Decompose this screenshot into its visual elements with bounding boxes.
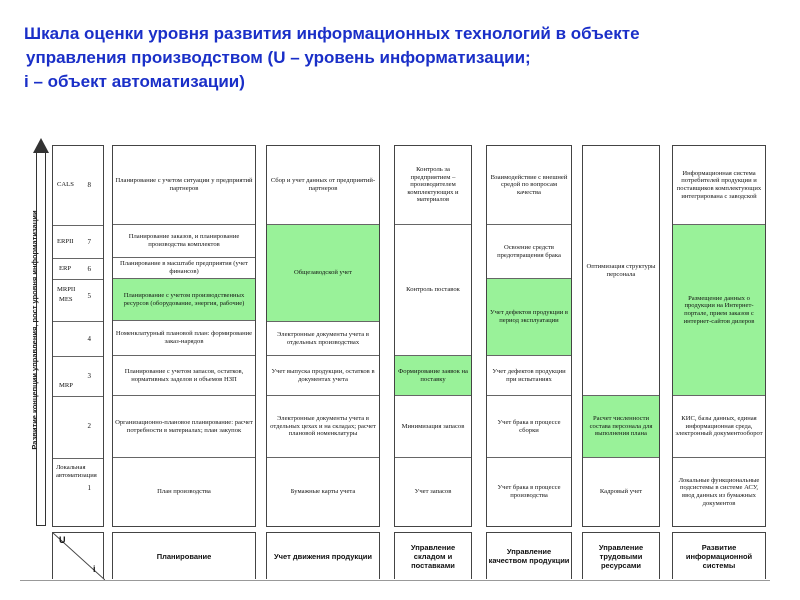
infosys-column bbox=[672, 145, 766, 527]
slide-title bbox=[24, 22, 800, 94]
quality-level-8: Взаимодействие с внешней средой по вопросам качества bbox=[487, 146, 571, 225]
accounting-level-4: Электронные документы учета в отдельных производствах bbox=[267, 322, 379, 356]
infosys-level-1: Локальные функциональные подсистемы в системе АСУ, ввод данных из бумажных документов bbox=[678, 476, 760, 507]
labor-level-1: Кадровый учет bbox=[599, 488, 643, 496]
bottom-line bbox=[20, 580, 770, 581]
planning-level-4: Номенклатурный плановой план: формирование заказ-нарядов bbox=[113, 321, 255, 356]
accounting-level-3: Учет выпуска продукции, остатков в документах учета bbox=[267, 356, 379, 396]
row-divider bbox=[53, 321, 103, 322]
labor-level-6: Оптимизация структуры персонала bbox=[583, 146, 659, 396]
title-line-1: Шкала оценки уровня развития информационных технологий в объекте bbox=[24, 24, 640, 43]
title-line-2: управления производством (U – уровень информатизации; bbox=[26, 48, 531, 67]
level-num-6: 6 bbox=[87, 265, 91, 273]
level-num-4: 4 bbox=[87, 335, 91, 343]
labor-level-2: Расчет численности состава персонала для выполнения плана bbox=[583, 396, 659, 458]
row-divider bbox=[53, 396, 103, 397]
infosys-level-5: Размещение данных о продукции на Интернет-портале, прием заказов с интернет-сайтов дилеров bbox=[673, 225, 765, 396]
title-line-3: i – объект автоматизации) bbox=[24, 72, 245, 91]
quality-level-5: Учет дефектов продукции в период эксплуатации bbox=[487, 279, 571, 356]
level-column bbox=[52, 145, 104, 527]
level-num-7: 7 bbox=[87, 238, 91, 246]
footer-warehouse: Управление складом и поставками bbox=[394, 532, 472, 579]
level-num-8: 8 bbox=[87, 181, 91, 189]
accounting-level-1: Бумажные карты учета bbox=[290, 488, 356, 496]
quality-level-7: Освоение средств предотвращения брака bbox=[487, 225, 571, 279]
level-num-2: 2 bbox=[87, 422, 91, 430]
warehouse-level-3: Формирование заявок на поставку bbox=[395, 356, 471, 396]
accounting-column bbox=[266, 145, 380, 527]
row-divider bbox=[53, 258, 103, 259]
level-mes: MES bbox=[59, 296, 73, 303]
warehouse-column bbox=[394, 145, 472, 527]
planning-level-5: Планирование с учетом производственных ресурсов (оборудование, энергия, рабочие) bbox=[113, 279, 255, 321]
planning-level-6: Планирование в масштабе предприятия (учет финансов) bbox=[113, 258, 255, 279]
footer-planning: Планирование bbox=[112, 532, 256, 579]
accounting-level-6: Общезаводской учет bbox=[267, 225, 379, 321]
accounting-level-2: Электронные документы учета в отдельных цехах и на складах; расчет плановой номенклатуры bbox=[267, 396, 379, 458]
footer-labor: Управление трудовыми ресурсами bbox=[582, 532, 660, 579]
accounting-level-8: Сбор и учет данных от предприятий-партнеров bbox=[267, 146, 379, 225]
level-cals: CALS bbox=[57, 181, 74, 188]
planning-level-1: План производства bbox=[157, 488, 211, 496]
row-divider bbox=[53, 225, 103, 226]
quality-level-1: Учет брака в процессе производства bbox=[497, 484, 561, 499]
row-divider bbox=[53, 356, 103, 357]
level-erp: ERP bbox=[59, 265, 72, 272]
planning-level-7: Планирование заказов, и планирование производства комплектов bbox=[113, 225, 255, 258]
quality-level-3: Учет дефектов продукции при испытаниях bbox=[487, 356, 571, 396]
level-mrpii: MRPII bbox=[57, 286, 76, 293]
warehouse-level-8: Контроль за предприятием – производителем комплектующих и материалов bbox=[395, 146, 471, 225]
planning-level-3: Планирование с учетом запасов, остатков, нормативных заделов и объемов НЗП bbox=[113, 356, 255, 396]
planning-level-2: Организационно-плановое планирование: расчет потребности в материалах; план закупок bbox=[113, 396, 255, 458]
corner-u: U bbox=[59, 535, 66, 545]
warehouse-level-2: Минимизация запасов bbox=[395, 396, 471, 458]
footer-quality: Управление качеством продукции bbox=[486, 532, 572, 579]
corner-cell bbox=[52, 532, 104, 579]
infosys-level-2: КИС, базы данных, единая информационная среда, электронный документооборот bbox=[673, 396, 765, 458]
row-divider bbox=[53, 458, 103, 459]
row-divider bbox=[53, 279, 103, 280]
quality-column bbox=[486, 145, 572, 527]
quality-level-2: Учет брака в процессе сборки bbox=[487, 396, 571, 458]
level-local: Локальная автоматизация bbox=[56, 464, 97, 479]
level-num-3: 3 bbox=[87, 372, 91, 380]
warehouse-level-5: Контроль поставок bbox=[395, 225, 471, 356]
footer-infosys: Развитие информационной системы bbox=[672, 532, 766, 579]
axis-label: Развитие концепции управления, рост уровня информатизации bbox=[30, 210, 39, 450]
warehouse-level-1: Учет запасов bbox=[414, 488, 452, 496]
corner-i: i bbox=[93, 564, 96, 574]
planning-level-8: Планирование с учетом ситуации у предприятий партнеров bbox=[113, 146, 255, 225]
infosys-level-8: Информационная система потребителей продукции и поставщиков комплектующих интегрирована с заводской bbox=[673, 146, 765, 225]
labor-column bbox=[582, 145, 660, 527]
level-num-1: 1 bbox=[87, 484, 91, 492]
level-erpii: ERPII bbox=[57, 238, 74, 245]
footer-accounting: Учет движения продукции bbox=[266, 532, 380, 579]
level-num-5: 5 bbox=[87, 292, 91, 300]
level-mrp: MRP bbox=[59, 382, 73, 389]
planning-column bbox=[112, 145, 256, 527]
